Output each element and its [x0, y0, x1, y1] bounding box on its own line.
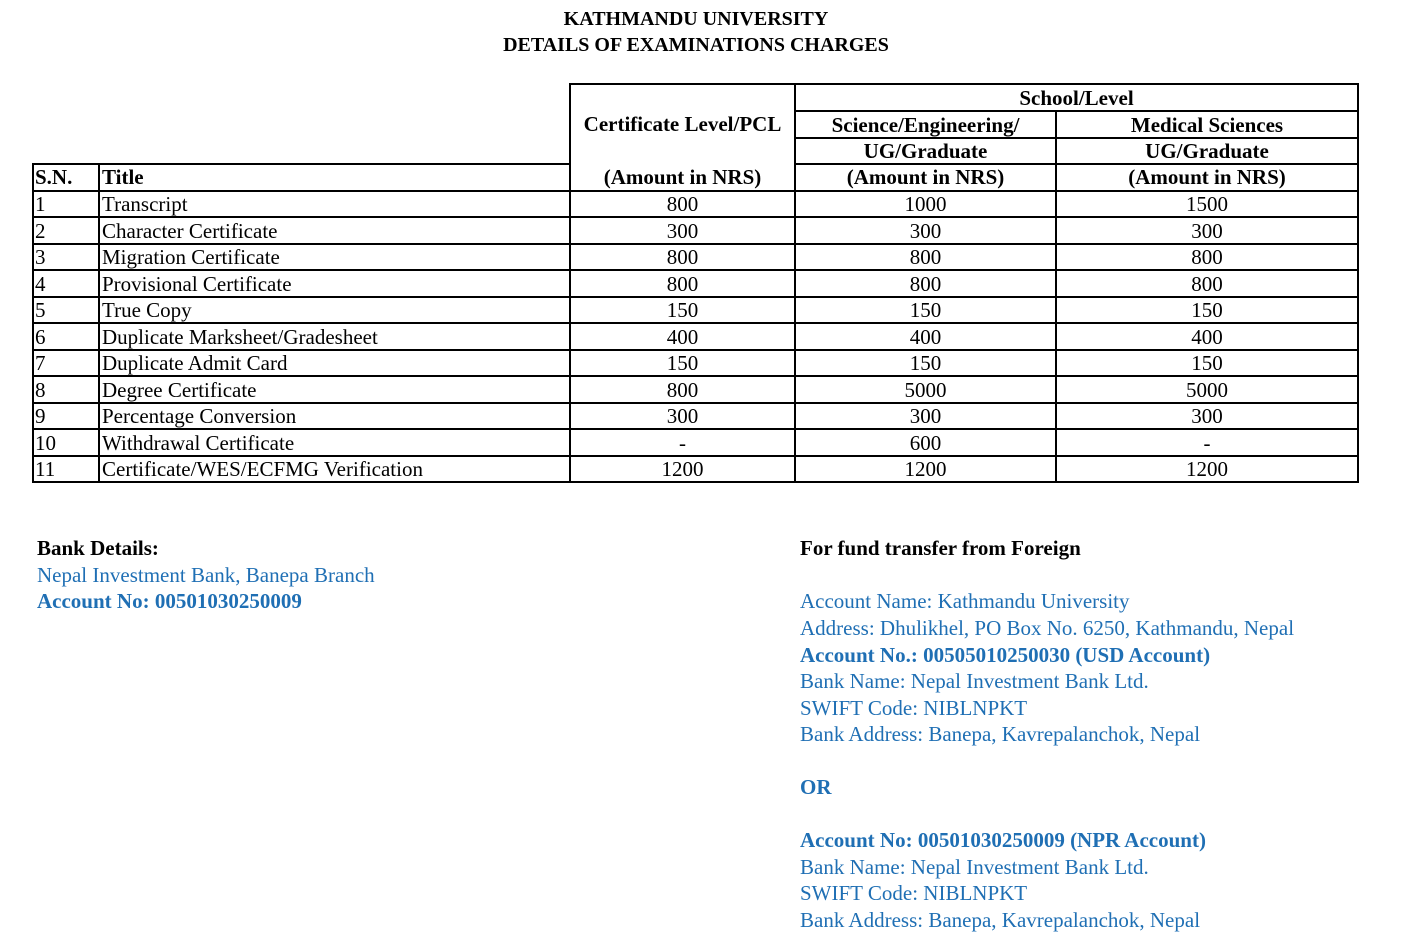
or-separator: OR: [800, 775, 832, 799]
cell-sn: 1: [35, 192, 46, 216]
cert-level-header: Certificate Level/PCL: [583, 112, 782, 136]
cell-cert-level-amount: 150: [666, 351, 699, 375]
cell-sn: 7: [35, 351, 46, 375]
cell-medical-amount: 800: [1191, 245, 1223, 269]
science-ug-header: UG/Graduate: [863, 139, 988, 163]
page-title: KATHMANDU UNIVERSITY: [563, 8, 829, 30]
cell-sn: 10: [35, 430, 56, 455]
cell-medical-amount: -: [1203, 430, 1211, 455]
cell-science-amount: 800: [909, 245, 942, 269]
cell-medical-amount: 150: [1191, 298, 1223, 322]
bank-branch: Nepal Investment Bank, Banepa Branch: [37, 563, 375, 587]
cell-science-amount: 300: [909, 218, 942, 243]
cell-sn: 6: [35, 324, 46, 349]
title-header: Title: [102, 165, 144, 189]
cell-cert-level-amount: 150: [666, 298, 699, 322]
foreign-address: Address: Dhulikhel, PO Box No. 6250, Kathmandu, Nepal: [800, 616, 1295, 640]
cell-title: Provisional Certificate: [102, 271, 292, 296]
medical-header: Medical Sciences: [1130, 113, 1284, 137]
cell-medical-amount: 1500: [1186, 192, 1228, 216]
cell-science-amount: 800: [909, 271, 942, 296]
cell-cert-level-amount: 400: [666, 324, 699, 349]
cell-medical-amount: 5000: [1186, 377, 1228, 402]
cell-sn: 3: [35, 245, 46, 269]
cell-science-amount: 300: [909, 404, 942, 428]
cell-sn: 2: [35, 218, 46, 243]
cell-cert-level-amount: -: [679, 430, 686, 455]
cell-cert-level-amount: 300: [666, 218, 699, 243]
cell-cert-level-amount: 800: [666, 377, 699, 402]
cell-medical-amount: 150: [1191, 351, 1223, 375]
cell-cert-level-amount: 300: [666, 404, 699, 428]
school-level-header: School/Level: [1019, 86, 1134, 110]
bank-details-heading: Bank Details:: [37, 536, 159, 560]
cell-sn: 5: [35, 298, 46, 322]
page-subtitle: DETAILS OF EXAMINATIONS CHARGES: [503, 34, 889, 56]
science-amount-header: (Amount in NRS): [846, 165, 1005, 189]
science-header: Science/Engineering/: [831, 113, 1020, 137]
cell-science-amount: 150: [909, 351, 942, 375]
cell-science-amount: 400: [909, 324, 942, 349]
medical-amount-header: (Amount in NRS): [1128, 165, 1286, 189]
cell-title: Transcript: [102, 192, 188, 216]
foreign-swift-1: SWIFT Code: NIBLNPKT: [800, 696, 1028, 720]
cell-science-amount: 5000: [904, 377, 947, 402]
medical-ug-header: UG/Graduate: [1145, 139, 1269, 163]
cell-sn: 11: [35, 457, 56, 481]
cell-science-amount: 1200: [904, 457, 947, 481]
cell-title: Percentage Conversion: [102, 404, 297, 428]
cell-title: Migration Certificate: [102, 245, 280, 269]
cell-medical-amount: 400: [1191, 324, 1223, 349]
foreign-transfer-heading: For fund transfer from Foreign: [800, 536, 1081, 560]
cell-medical-amount: 300: [1191, 404, 1223, 428]
cell-sn: 4: [35, 271, 46, 296]
cell-title: Certificate/WES/ECFMG Verification: [102, 457, 423, 481]
bank-account-number: Account No: 00501030250009: [37, 589, 302, 613]
cell-cert-level-amount: 1200: [661, 457, 704, 481]
usd-account-number: Account No.: 00505010250030 (USD Account): [800, 643, 1211, 667]
cert-amount-header: (Amount in NRS): [603, 165, 762, 189]
cell-medical-amount: 300: [1191, 218, 1223, 243]
cell-science-amount: 1000: [904, 192, 947, 216]
cell-title: Duplicate Marksheet/Gradesheet: [102, 324, 378, 349]
foreign-bank-name-1: Bank Name: Nepal Investment Bank Ltd.: [800, 669, 1149, 693]
cell-title: True Copy: [102, 298, 192, 322]
sn-header: S.N.: [35, 165, 73, 189]
cell-title: Withdrawal Certificate: [102, 430, 295, 455]
cell-sn: 8: [35, 377, 46, 402]
cell-sn: 9: [35, 404, 46, 428]
cell-title: Character Certificate: [102, 218, 278, 243]
cell-cert-level-amount: 800: [666, 192, 699, 216]
foreign-bank-address-2: Bank Address: Banepa, Kavrepalanchok, Nepal: [800, 908, 1201, 932]
foreign-account-name: Account Name: Kathmandu University: [800, 589, 1130, 613]
cell-medical-amount: 1200: [1186, 457, 1228, 481]
foreign-swift-2: SWIFT Code: NIBLNPKT: [800, 881, 1028, 905]
cell-cert-level-amount: 800: [666, 271, 699, 296]
cell-title: Degree Certificate: [102, 377, 257, 402]
foreign-bank-address-1: Bank Address: Banepa, Kavrepalanchok, Nepal: [800, 722, 1201, 746]
cell-medical-amount: 800: [1191, 271, 1223, 296]
npr-account-number: Account No: 00501030250009 (NPR Account): [800, 828, 1206, 852]
cell-title: Duplicate Admit Card: [102, 351, 288, 375]
foreign-bank-name-2: Bank Name: Nepal Investment Bank Ltd.: [800, 855, 1149, 879]
cell-cert-level-amount: 800: [666, 245, 699, 269]
cell-science-amount: 150: [909, 298, 942, 322]
cell-science-amount: 600: [909, 430, 942, 455]
